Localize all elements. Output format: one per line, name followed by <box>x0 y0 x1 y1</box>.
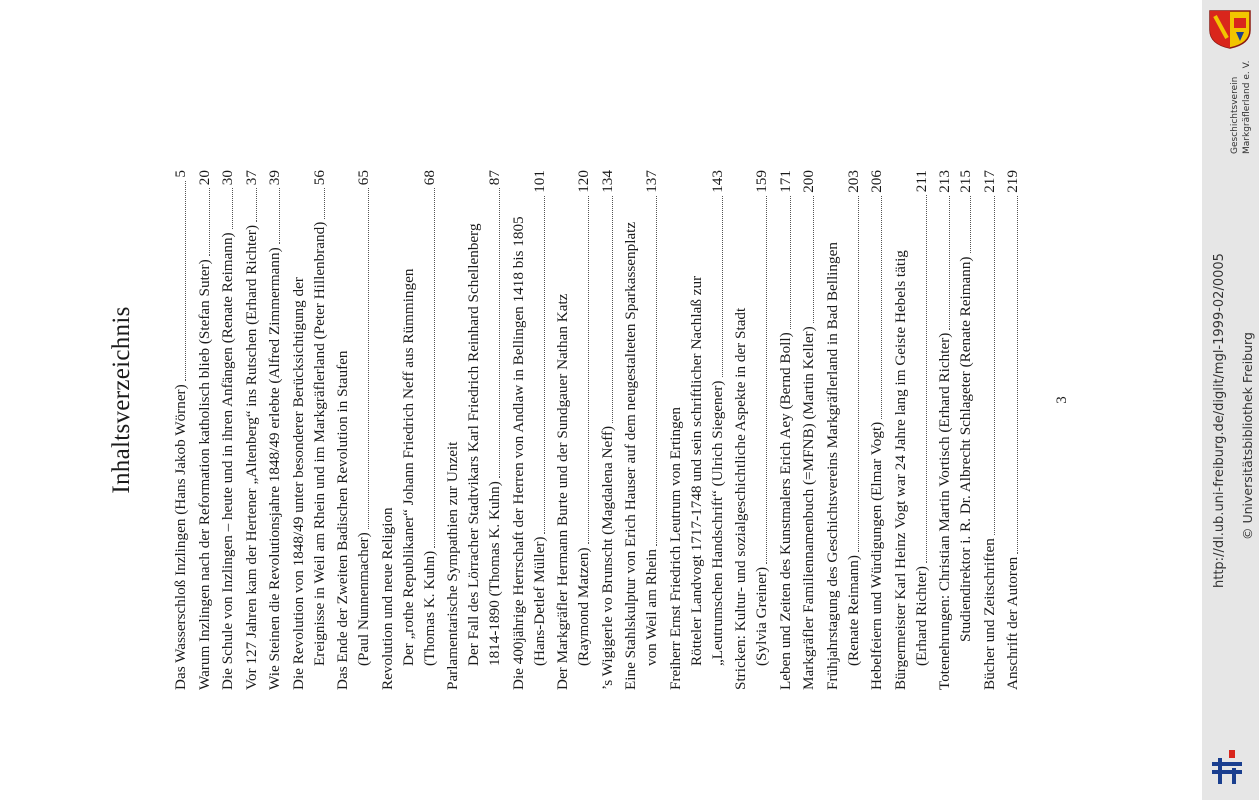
toc-page-number: 120 <box>573 170 594 196</box>
toc-entry <box>890 170 932 690</box>
toc-entry <box>775 170 796 690</box>
toc-entry <box>332 170 374 690</box>
dot-leader <box>949 196 950 330</box>
dot-leader <box>185 181 186 382</box>
toc-entry <box>170 170 191 690</box>
dot-leader <box>994 196 995 535</box>
toc-entry-text: Vor 127 Jahren kam der Hertener „Altenberg“ ins Rutschen (Erhard Richter) <box>241 222 262 690</box>
toc-entry-text: Freiherr Ernst Friedrich Leutrum von Ertingen <box>666 406 684 690</box>
toc-entry <box>798 170 819 690</box>
toc-entry-text: Parlamentarische Sympathien zur Unzeit <box>444 441 461 690</box>
toc-page-number: 203 <box>843 170 864 196</box>
toc-entry-text: Stricken: Kultur- und sozialgeschichtliche Aspekte in der Stadt <box>732 307 749 690</box>
toc-entry-text: (Erhard Richter) <box>911 563 932 666</box>
dot-leader <box>324 188 325 219</box>
dot-leader <box>499 188 500 478</box>
dot-leader <box>766 196 767 564</box>
toc-entry <box>665 170 728 690</box>
society-name-line2: Markgräflerland e. V. <box>1242 60 1252 154</box>
dot-leader <box>209 188 210 256</box>
society-name-line1: Geschichtsverein <box>1230 76 1240 154</box>
toc-entry <box>822 170 864 690</box>
toc-entry-text: Die 400jährige Herrschaft der Herren von Andlaw in Bellingen 1418 bis 1805 <box>509 216 527 690</box>
toc-page-number: 206 <box>866 170 887 196</box>
dot-leader <box>858 196 859 552</box>
toc-entry <box>866 170 887 690</box>
toc-page-number: 159 <box>751 170 772 196</box>
toc-entry <box>442 170 505 690</box>
toc-entry <box>979 170 1000 690</box>
toc-entry-text: Revolution und neue Religion <box>378 507 396 690</box>
toc-entry-text: „Leutrumschen Handschrift“ (Ulrich Siegener) <box>707 378 728 667</box>
toc-page-number: 68 <box>419 170 440 188</box>
toc-entry-text: ’s Wigigerle vo Brunscht (Magdalena Neff) <box>597 423 618 690</box>
toc-entry-text: Rötteler Landvogt 1717-1748 und sein schriftlicher Nachlaß zur <box>687 275 705 666</box>
toc-entry-text: Der Fall des Lörracher Stadtvikars Karl Friedrich Reinhard Schellenberg <box>465 223 482 666</box>
toc-page-number: 20 <box>194 170 215 188</box>
toc-entry-text: Der Markgräfler Hermann Burte und der Sundgauer Nathan Katz <box>554 293 571 690</box>
dot-leader <box>813 196 814 324</box>
toc-entry <box>552 170 594 690</box>
toc-page-number: 171 <box>775 170 796 196</box>
page-title: Inhaltsverzeichnis <box>108 306 135 494</box>
toc-page-number: 211 <box>911 170 932 195</box>
dot-leader <box>722 196 723 378</box>
toc-entry-text: (Renate Reimann) <box>843 552 864 666</box>
toc-page-number: 87 <box>484 170 505 188</box>
toc-entry-text: Der „rothe Republikaner“ Johann Friedrich Neff aus Rümmingen <box>399 268 417 666</box>
dot-leader <box>588 196 589 545</box>
toc-entry-text: Wie Steinen die Revolutionsjahre 1848/49 erlebte (Alfred Zimmermann) <box>264 244 285 690</box>
toc-entry <box>1002 170 1023 690</box>
toc-entry <box>241 170 262 690</box>
dot-leader <box>279 188 280 244</box>
toc-entry-text: Markgräfler Familiennamenbuch (=MFNB) (Martin Keller) <box>798 323 819 690</box>
toc-entry <box>730 170 772 690</box>
source-url[interactable]: http://dl.ub.uni-freiburg.de/diglit/mgl-1999-02/0005 <box>1212 253 1227 588</box>
toc-entry-text: Bürgermeister Karl Heinz Vogt war 24 Jahre lang im Geiste Hebels tätig <box>891 250 909 690</box>
dot-leader <box>544 196 545 534</box>
toc-page-number: 200 <box>798 170 819 196</box>
toc-entry <box>377 170 440 690</box>
toc-page-number: 137 <box>641 170 662 196</box>
dot-leader <box>656 196 657 546</box>
toc-entry-text: Bücher und Zeitschriften <box>979 535 1000 690</box>
toc-entry <box>597 170 618 690</box>
dot-leader <box>256 188 257 222</box>
toc-page-number: 37 <box>241 170 262 188</box>
toc-entry-text: Das Ende der Zweiten Badischen Revolution in Staufen <box>334 350 351 690</box>
library-credit: © Universitätsbibliothek Freiburg <box>1240 332 1255 540</box>
toc-entry <box>508 170 550 690</box>
toc-page-number: 219 <box>1002 170 1023 196</box>
toc-entry-text: Warum Inzlingen nach der Reformation katholisch blieb (Stefan Suter) <box>194 256 215 690</box>
toc-entry <box>288 170 330 690</box>
toc-page-number: 39 <box>264 170 285 188</box>
toc-page-number: 213 <box>934 170 955 196</box>
dot-leader <box>1017 196 1018 554</box>
toc-entry-text: Die Schule von Inzlingen – heute und in ihren Anfängen (Renate Reimann) <box>217 229 238 690</box>
toc-entry <box>620 170 662 690</box>
toc-entry-text: Eine Stahlskulptur von Erich Hauser auf dem neugestalteten Sparkassenplatz <box>622 221 639 690</box>
toc-entry-text: 1814-1890 (Thomas K. Kuhn) <box>484 478 505 666</box>
toc-page-number: 5 <box>170 170 191 181</box>
toc-entry <box>217 170 238 690</box>
toc-page-number: 215 <box>955 170 976 196</box>
toc-page-number: 134 <box>597 170 618 196</box>
dot-leader <box>368 188 369 529</box>
toc-page-number: 56 <box>309 170 330 188</box>
toc-entry-text: Studiendirektor i. R. Dr. Albrecht Schlageter (Renate Reimann) <box>955 254 976 643</box>
toc-entry-text: (Hans-Detlef Müller) <box>529 534 550 666</box>
toc-page-number: 101 <box>529 170 550 196</box>
toc-entry-text: Leben und Zeiten des Kunstmalers Erich Aey (Bernd Boll) <box>775 329 796 690</box>
dot-leader <box>881 196 882 419</box>
dot-leader <box>612 196 613 423</box>
toc-entry-text: (Raymond Matzen) <box>573 544 594 666</box>
toc-entry-text: Frühjahrstagung des Geschichtsvereins Markgräflerland in Bad Bellingen <box>823 242 841 690</box>
toc-page-number: 217 <box>979 170 1000 196</box>
dot-leader <box>790 196 791 330</box>
toc-entry-text: (Paul Nunnenmacher) <box>353 529 374 666</box>
coat-of-arms-icon <box>1207 8 1253 50</box>
toc-entry-text: Anschrift der Autoren <box>1002 554 1023 690</box>
toc-entry <box>934 170 976 690</box>
toc-entry-text: von Weil am Rhein <box>641 546 662 666</box>
dot-leader <box>232 188 233 229</box>
dot-leader <box>926 195 927 563</box>
toc-entry-text: Totenehrungen: Christian Martin Vortisch (Erhard Richter) <box>934 330 955 690</box>
toc-entry-text: Ereignisse in Weil am Rhein und im Markgräflerland (Peter Hillenbrand) <box>309 219 330 666</box>
toc-entry-text: (Sylvia Greiner) <box>751 564 772 666</box>
ub-freiburg-logo-icon <box>1212 748 1242 786</box>
toc-entry <box>194 170 215 690</box>
toc-entry-text: Das Wasserschloß Inzlingen (Hans Jakob Wörner) <box>170 381 191 690</box>
toc-entry-text: (Thomas K. Kuhn) <box>419 548 440 666</box>
dot-leader <box>434 188 435 548</box>
dot-leader <box>970 196 971 254</box>
page-number: 3 <box>1054 396 1070 404</box>
toc-page-number: 65 <box>353 170 374 188</box>
toc-entry <box>264 170 285 690</box>
toc-page-number: 143 <box>707 170 728 196</box>
toc-entry-text: Hebelfeiern und Würdigungen (Elmar Vogt) <box>866 419 887 690</box>
toc-page-number: 30 <box>217 170 238 188</box>
toc-entry-text: Die Revolution von 1848/49 unter besonderer Berücksichtigung der <box>289 277 307 690</box>
